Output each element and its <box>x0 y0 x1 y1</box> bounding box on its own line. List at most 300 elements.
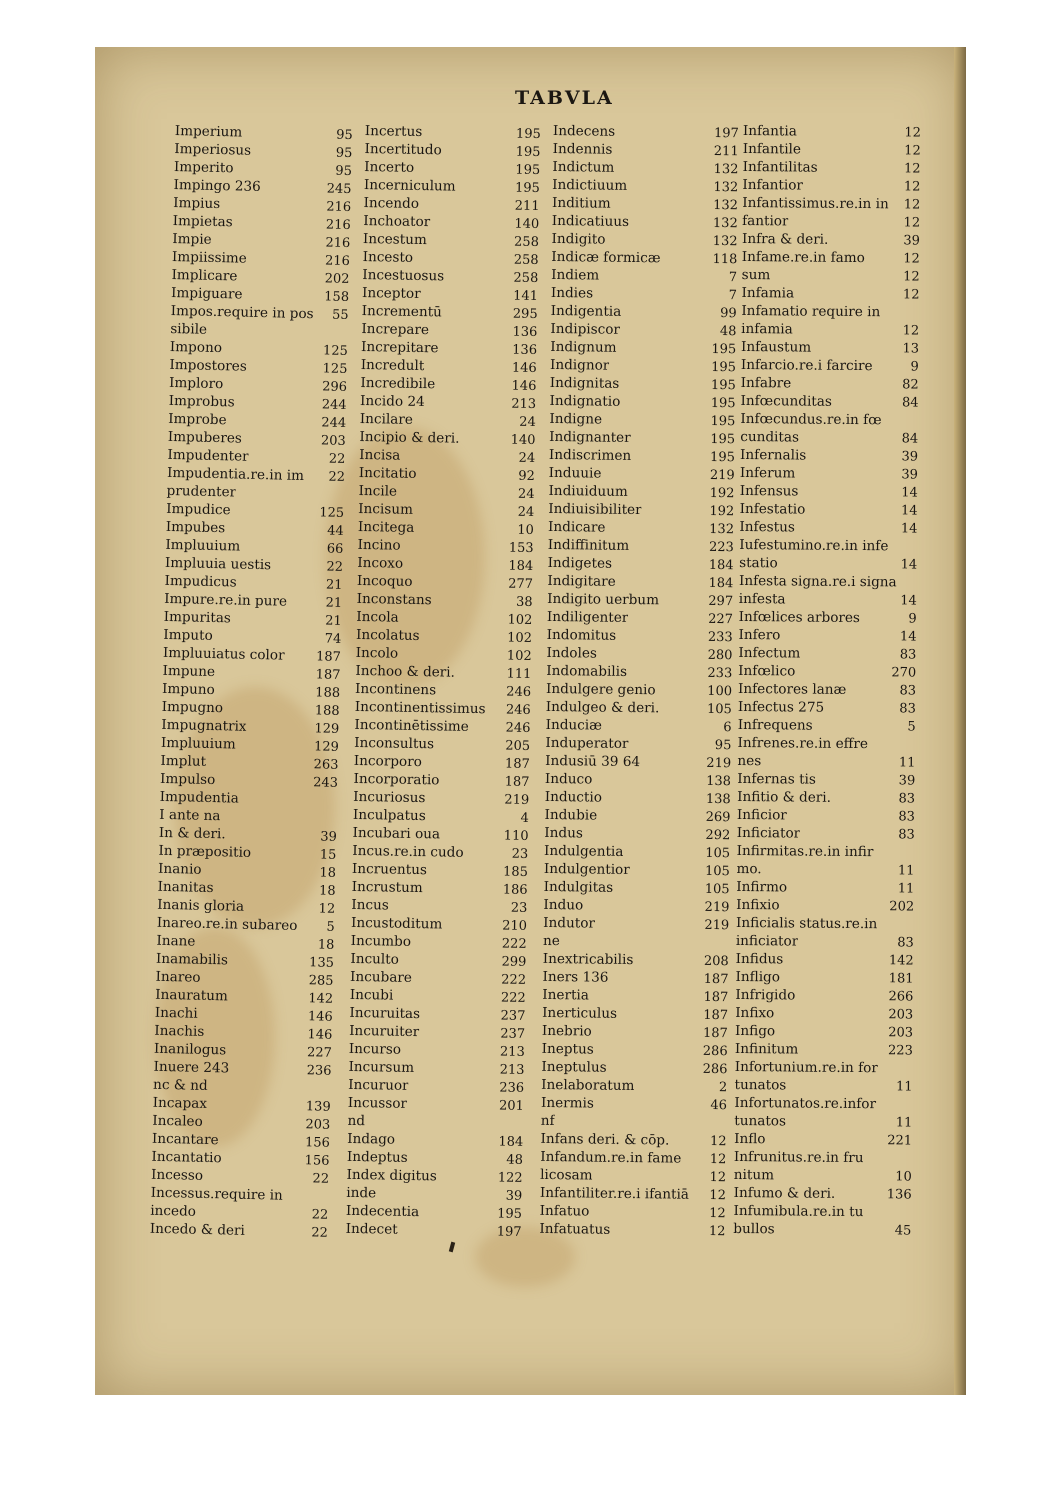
entry-term: Infesta signa.re.i signa <box>738 572 897 591</box>
entry-page: 7 <box>728 288 737 304</box>
entry-page: 216 <box>325 217 351 234</box>
index-entry <box>738 680 916 700</box>
entry-term: Indicatiuus <box>551 212 630 230</box>
entry-page: 187 <box>702 1025 728 1042</box>
entry-page: 9 <box>908 611 917 627</box>
entry-page: 203 <box>888 1007 914 1023</box>
entry-page: 216 <box>324 253 351 270</box>
entry-page: 135 <box>308 955 335 971</box>
index-entry <box>735 1022 913 1042</box>
index-entry <box>737 788 915 808</box>
entry-term: Incus.re.in cudo <box>352 842 464 861</box>
entry-page: 95 <box>714 738 732 754</box>
entry-page: 286 <box>702 1061 728 1078</box>
index-entry <box>545 770 731 790</box>
entry-term: nc & nd <box>152 1076 208 1094</box>
index-entry <box>547 590 733 610</box>
index-entry <box>348 1094 524 1115</box>
index-entry <box>550 374 736 394</box>
index-entry <box>546 698 732 718</box>
entry-term: Infandum.re.in fame <box>540 1148 682 1167</box>
entry-page: 83 <box>898 827 915 843</box>
entry-page: 22 <box>312 1171 330 1187</box>
ink-mark <box>449 1242 455 1253</box>
entry-page: 140 <box>514 216 540 233</box>
index-entry <box>552 212 738 232</box>
entry-term: Inerticulus <box>542 1004 618 1022</box>
entry-term: Infrunitus.re.in fru <box>733 1148 864 1167</box>
entry-page: 132 <box>709 521 735 538</box>
entry-term: sum <box>741 266 771 284</box>
entry-term: Indiscrimen <box>548 446 632 464</box>
index-entry <box>739 554 917 574</box>
entry-page: 201 <box>498 1098 524 1114</box>
entry-page: 156 <box>304 1153 330 1169</box>
entry-page: 219 <box>704 917 730 934</box>
entry-page: 219 <box>706 755 732 772</box>
index-entry <box>150 1220 328 1242</box>
entry-page: 12 <box>903 179 921 195</box>
index-entry <box>737 842 915 862</box>
entry-term: Ineptulus <box>541 1058 607 1076</box>
entry-page: 219 <box>504 792 530 808</box>
index-entry <box>546 680 732 700</box>
entry-term: Impulso <box>159 770 216 789</box>
entry-page: 125 <box>322 343 349 359</box>
entry-term: Indecens <box>552 122 616 140</box>
index-entry <box>735 986 913 1006</box>
index-entry <box>737 752 915 772</box>
entry-page: 39 <box>898 773 916 789</box>
entry-page: 66 <box>326 541 344 557</box>
entry-page: 12 <box>318 901 336 917</box>
entry-term: Incertus <box>364 122 423 141</box>
page-edge <box>954 47 966 1395</box>
index-entry <box>547 572 733 592</box>
entry-page: 110 <box>503 828 529 844</box>
entry-term: Impluuia uestis <box>164 554 272 574</box>
entry-page: 195 <box>710 413 736 430</box>
entry-term: Impuberes <box>167 428 243 447</box>
entry-term: Incubi <box>349 986 394 1004</box>
entry-page: 223 <box>888 1043 913 1059</box>
entry-term: Impos.require in pos <box>170 302 314 323</box>
entry-term: Infectus 275 <box>737 698 825 716</box>
entry-term: Iufestumino.re.in infe <box>739 536 889 555</box>
entry-term: Implut <box>160 752 207 770</box>
entry-term: Incursum <box>348 1058 415 1077</box>
entry-term: Incuruiter <box>348 1022 420 1041</box>
index-entry <box>539 1220 725 1240</box>
entry-term: Inculpatus <box>352 806 426 825</box>
entry-page: 216 <box>325 235 351 252</box>
entry-term: Infantior <box>742 176 804 194</box>
index-entry <box>741 302 919 322</box>
entry-term: Incisum <box>358 500 414 518</box>
entry-page: 195 <box>515 162 541 179</box>
index-entry <box>553 140 739 160</box>
entry-page: 23 <box>511 846 529 862</box>
entry-page: 187 <box>703 989 729 1006</box>
entry-page: 203 <box>320 433 346 449</box>
entry-page: 223 <box>708 539 734 556</box>
entry-term: Indiem <box>551 266 600 284</box>
entry-page: 233 <box>707 665 733 682</box>
entry-term: Incedo & deri <box>149 1220 246 1239</box>
index-entry <box>541 1094 727 1114</box>
entry-term: Infantiliter.re.i ifantiā <box>539 1184 690 1203</box>
entry-page: 11 <box>895 1115 913 1131</box>
entry-term: Infirmo <box>736 878 788 896</box>
entry-page: 95 <box>335 145 353 162</box>
entry-page: 188 <box>314 703 340 719</box>
entry-page: 146 <box>307 1027 333 1043</box>
index-entry <box>736 914 914 934</box>
entry-term: Infatuo <box>539 1202 590 1220</box>
entry-page: 18 <box>317 937 335 953</box>
index-entry <box>743 122 921 142</box>
entry-page: 12 <box>903 269 920 285</box>
entry-term: Inareo <box>155 968 201 986</box>
entry-page: 12 <box>709 1151 727 1168</box>
entry-page: 158 <box>324 289 350 305</box>
entry-page: 132 <box>713 161 739 178</box>
entry-page: 187 <box>504 774 530 790</box>
entry-page: 12 <box>709 1133 727 1150</box>
index-entry <box>546 716 732 736</box>
entry-page: 10 <box>895 1169 912 1185</box>
entry-page: 222 <box>500 990 526 1006</box>
entry-term: Indignatio <box>549 392 621 410</box>
entry-page: 245 <box>326 181 352 198</box>
entry-term: Incontinens <box>354 680 437 699</box>
entry-term: Iners 136 <box>542 968 609 986</box>
entry-page: 24 <box>517 486 535 503</box>
entry-page: 186 <box>502 882 528 898</box>
entry-page: 24 <box>519 414 536 431</box>
index-entry <box>542 1040 728 1060</box>
index-entry <box>739 518 917 538</box>
entry-term: Inermis <box>540 1094 594 1112</box>
index-column-2 <box>346 122 541 1241</box>
entry-term: Inductio <box>544 788 603 806</box>
index-entry <box>736 878 914 898</box>
entry-term: Incipio & deri. <box>359 428 460 447</box>
entry-page: 221 <box>887 1133 913 1149</box>
entry-page: 5 <box>326 919 335 935</box>
entry-page: 211 <box>514 198 540 215</box>
index-entry <box>540 1166 726 1186</box>
entry-page: 12 <box>904 143 921 159</box>
entry-term: Indictum <box>552 158 615 176</box>
entry-page: 132 <box>712 215 738 232</box>
index-entry <box>547 608 733 628</box>
entry-page: 280 <box>707 647 733 664</box>
entry-term: Indulgentia <box>543 842 624 860</box>
entry-term: Incitatio <box>358 464 417 482</box>
entry-page: 12 <box>903 197 921 213</box>
entry-term: Infarcio.re.i farcire <box>740 356 873 375</box>
index-entry <box>545 734 731 754</box>
index-entry <box>735 1058 913 1078</box>
entry-term: Indulgentior <box>543 860 630 878</box>
index-entry <box>549 464 735 484</box>
entry-term: Incitega <box>357 518 415 536</box>
index-entry <box>735 1076 913 1096</box>
entry-term: Infœlices arbores <box>738 608 861 627</box>
index-entry <box>741 320 919 340</box>
entry-term: Incaleo <box>152 1112 203 1130</box>
entry-page: 122 <box>497 1170 523 1186</box>
entry-page: 132 <box>713 197 739 214</box>
entry-term: Induo <box>543 896 584 914</box>
entry-page: 197 <box>496 1224 522 1240</box>
entry-page: 39 <box>320 829 337 845</box>
entry-page: 125 <box>322 361 348 377</box>
index-entry <box>743 140 921 160</box>
entry-term: Indeptus <box>346 1148 408 1166</box>
index-entry <box>541 1076 727 1096</box>
entry-term: Incerniculum <box>363 176 456 195</box>
entry-term: Infixo <box>735 1004 775 1022</box>
entry-page: 105 <box>706 701 732 718</box>
entry-page: 39 <box>901 449 919 465</box>
entry-term: Incantatio <box>151 1148 222 1167</box>
entry-page: 12 <box>903 161 921 177</box>
entry-page: 299 <box>501 954 527 970</box>
index-entry <box>734 1184 912 1204</box>
entry-term: Indoles <box>546 644 597 662</box>
entry-page: 244 <box>321 415 347 431</box>
entry-term: Incantare <box>151 1130 219 1149</box>
entry-term: Incubare <box>349 968 413 986</box>
entry-page: 12 <box>709 1187 726 1204</box>
entry-term: Incubari oua <box>352 824 441 843</box>
index-entry <box>740 482 918 502</box>
entry-term: Infame.re.in famo <box>741 248 865 267</box>
entry-page: 222 <box>501 972 527 988</box>
index-entry <box>739 536 917 556</box>
entry-term: Incido 24 <box>359 392 425 411</box>
entry-page: 12 <box>902 323 920 339</box>
entry-term: licosam <box>540 1166 593 1184</box>
entry-term: Incoquo <box>356 572 413 590</box>
index-entry <box>734 1094 912 1114</box>
entry-page: 195 <box>711 341 737 358</box>
index-entry <box>736 896 914 916</box>
index-entry <box>550 338 736 358</box>
entry-term: Incendo <box>363 194 420 212</box>
entry-term: Inficior <box>736 806 787 824</box>
entry-page: 102 <box>506 648 532 664</box>
entry-term: Inauratum <box>155 986 229 1005</box>
index-entry <box>540 1184 726 1204</box>
index-entry <box>740 464 918 484</box>
entry-term: Infaustum <box>740 338 812 356</box>
entry-term: Incumbo <box>350 932 412 950</box>
entry-page: 92 <box>518 468 535 485</box>
entry-page: 195 <box>710 377 736 394</box>
entry-term: Infrenes.re.in effre <box>737 734 868 753</box>
entry-term: Incustoditum <box>350 914 443 933</box>
entry-page: 18 <box>319 865 337 881</box>
entry-term: Infabre <box>740 374 792 392</box>
entry-term: Inanio <box>157 860 202 878</box>
index-entry <box>546 644 732 664</box>
entry-page: 187 <box>315 667 341 683</box>
entry-page: 10 <box>517 522 535 539</box>
entry-term: Indutor <box>543 914 596 932</box>
entry-page: 146 <box>511 378 537 395</box>
entry-page: 39 <box>505 1188 523 1204</box>
entry-page: 146 <box>511 360 537 377</box>
entry-term: Inertia <box>542 986 590 1004</box>
entry-page: 208 <box>703 953 729 970</box>
entry-page: 22 <box>311 1207 329 1223</box>
entry-term: Improbus <box>168 392 235 411</box>
entry-page: 21 <box>325 595 343 611</box>
index-entry <box>549 446 735 466</box>
entry-term: Inelaboratum <box>541 1076 635 1095</box>
entry-page: 83 <box>898 809 916 825</box>
index-entry <box>546 662 732 682</box>
entry-page: 192 <box>709 503 735 520</box>
entry-term: Incorporatio <box>353 770 440 789</box>
entry-page: 46 <box>710 1097 728 1114</box>
entry-term: Impuritas <box>163 608 232 627</box>
entry-term: Infœlico <box>738 662 796 680</box>
entry-page: 192 <box>709 485 735 502</box>
index-entry <box>733 1220 911 1240</box>
entry-page: 48 <box>506 1152 524 1168</box>
index-entry <box>742 248 920 268</box>
entry-page: 82 <box>902 377 919 393</box>
entry-page: 258 <box>513 234 540 251</box>
entry-page: 296 <box>322 379 348 395</box>
index-entry <box>739 608 917 628</box>
entry-term: Inferum <box>739 464 796 482</box>
entry-page: 202 <box>324 271 350 287</box>
entry-term: Incredibile <box>360 374 436 393</box>
entry-page: 138 <box>705 791 731 808</box>
index-entry <box>738 644 916 664</box>
entry-page: 205 <box>505 738 531 754</box>
index-column-4 <box>733 122 921 1240</box>
index-entry <box>736 950 914 970</box>
entry-page: 195 <box>710 395 736 412</box>
entry-term: Incino <box>357 536 401 554</box>
entry-page: 22 <box>328 451 346 467</box>
index-entry <box>740 392 918 412</box>
entry-term: Inachi <box>154 1004 198 1022</box>
index-entry <box>548 536 734 556</box>
entry-page: 39 <box>903 233 921 249</box>
entry-page: 195 <box>497 1206 523 1222</box>
entry-term: Increpare <box>361 320 430 339</box>
entry-page: 203 <box>888 1025 914 1041</box>
entry-page: 13 <box>902 341 920 357</box>
index-entry <box>742 176 920 196</box>
entry-page: 233 <box>707 629 733 646</box>
entry-term: Implicare <box>171 266 238 285</box>
index-entry <box>545 788 731 808</box>
entry-term: Inconsultus <box>354 734 435 753</box>
entry-term: Incoxo <box>357 554 404 572</box>
entry-term: Inachis <box>154 1022 205 1040</box>
entry-term: Impie <box>172 230 212 248</box>
entry-page: 38 <box>515 594 533 610</box>
entry-page: 213 <box>499 1044 525 1060</box>
entry-term: Indusiū 39 64 <box>545 752 641 771</box>
entry-term: Incessus.require in <box>150 1184 283 1204</box>
entry-term: Incruentus <box>351 860 428 879</box>
entry-page: 12 <box>903 251 920 267</box>
entry-page: 211 <box>713 143 739 160</box>
entry-page: 83 <box>898 791 916 807</box>
index-entry <box>740 500 918 520</box>
entry-term: Infortunatos.re.infor <box>734 1094 877 1113</box>
entry-term: sibile <box>170 320 208 338</box>
entry-term: Impostores <box>169 356 247 375</box>
entry-page: 187 <box>315 649 342 665</box>
entry-term: Infectum <box>738 644 801 662</box>
entry-term: Impiissime <box>171 248 248 267</box>
entry-page: 153 <box>508 540 534 557</box>
entry-page: 7 <box>728 270 738 286</box>
entry-term: Infantia <box>742 122 797 140</box>
entry-page: 105 <box>704 881 730 898</box>
entry-page: 142 <box>308 991 334 1007</box>
entry-term: Infernas tis <box>737 770 816 788</box>
entry-term: Infans deri. & cōp. <box>540 1130 670 1149</box>
entry-page: 95 <box>336 127 353 144</box>
entry-term: Induco <box>544 770 593 788</box>
index-entry <box>550 320 736 340</box>
index-entry <box>544 878 730 898</box>
entry-term: Incrementū <box>361 302 443 321</box>
entry-page: 146 <box>307 1009 333 1025</box>
index-entry <box>540 1130 726 1150</box>
index-entry <box>735 1040 913 1060</box>
index-entry <box>738 698 916 718</box>
entry-page: 181 <box>888 971 914 987</box>
entry-term: infamia <box>741 320 793 338</box>
entry-page: 24 <box>517 504 535 521</box>
entry-term: Increpitare <box>360 338 439 357</box>
entry-term: Impure.re.in pure <box>163 590 288 610</box>
index-entry <box>738 716 916 736</box>
entry-term: Inchoator <box>363 212 431 231</box>
entry-term: Imperium <box>174 122 243 141</box>
entry-term: Indus <box>544 824 583 842</box>
entry-term: Indago <box>347 1130 396 1148</box>
entry-page: 258 <box>513 252 539 269</box>
entry-page: 195 <box>515 144 541 161</box>
entry-page: 286 <box>702 1043 728 1060</box>
entry-page: 210 <box>502 918 528 934</box>
entry-term: cunditas <box>740 428 800 446</box>
entry-term: Indignum <box>550 338 617 356</box>
entry-term: Incestuosus <box>362 266 445 285</box>
entry-page: 132 <box>713 179 739 196</box>
book-page <box>95 47 966 1395</box>
entry-term: Incuruitas <box>349 1004 421 1023</box>
entry-term: In & deri. <box>158 824 226 843</box>
entry-term: Infumibula.re.in tu <box>733 1202 864 1221</box>
entry-page: 22 <box>328 469 346 485</box>
entry-term: Impius <box>172 194 221 213</box>
entry-term: nes <box>737 752 762 770</box>
